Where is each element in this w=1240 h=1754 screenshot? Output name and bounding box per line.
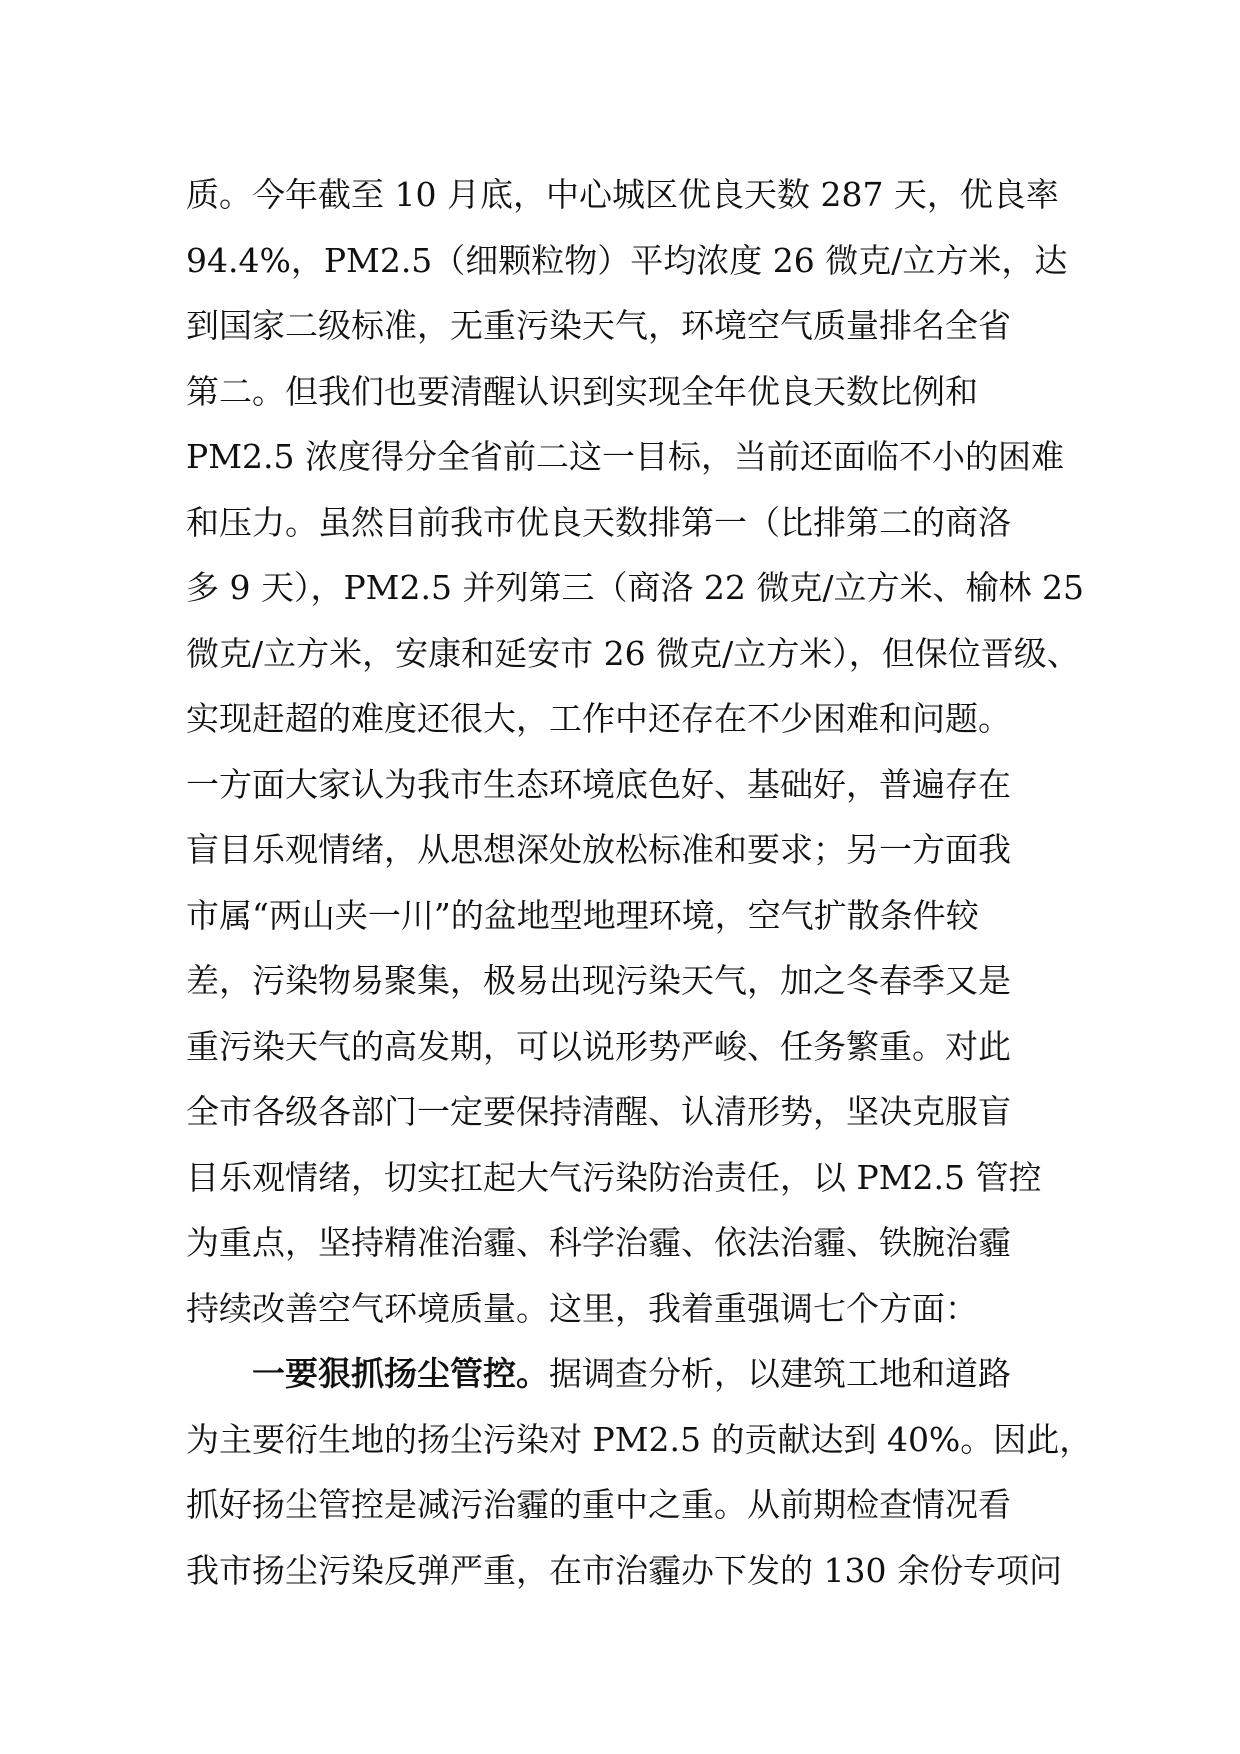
text-line: 和压力。虽然目前我市优良天数排第一（比排第二的商洛 — [186, 502, 1011, 542]
text-line: 到国家二级标准，无重污染天气，环境空气质量排名全省 — [186, 306, 1011, 345]
section-heading: 一要狠抓扬尘管控。 — [252, 1354, 549, 1393]
text-line: PM2.5 浓度得分全省前二这一目标，当前还面临不小的困难 — [186, 437, 1064, 476]
text-line: 市属“两山夹一川”的盆地型地理环境，空气扩散条件较 — [186, 895, 979, 935]
text-line: 微克/立方米，安康和延安市 26 微克/立方米），但保位晋级、 — [186, 633, 1080, 673]
text-line: 为重点，坚持精准治霾、科学治霾、依法治霾、铁腕治霾 — [186, 1223, 1011, 1262]
text-line: 目乐观情绪，切实扛起大气污染防治责任，以 PM2.5 管控 — [186, 1157, 1042, 1197]
document-body — [186, 162, 1093, 1603]
section-first-line — [186, 1341, 1086, 1407]
text-line: 实现赶超的难度还很大，工作中还存在不少困难和问题。 — [186, 699, 1011, 738]
text-line: 多 9 天），PM2.5 并列第三（商洛 22 微克/立方米、榆林 25 — [186, 568, 1085, 607]
text-line: 一方面大家认为我市生态环境底色好、基础好，普遍存在 — [186, 764, 1011, 804]
text-line: 重污染天气的高发期，可以说形势严峻、任务繁重。对此 — [186, 1026, 1011, 1066]
text-line: 为主要衍生地的扬尘污染对 PM2.5 的贡献达到 40%。因此， — [186, 1419, 1093, 1459]
section-first-line-text: 据调查分析，以建筑工地和道路 — [549, 1354, 1011, 1393]
text-line: 第二。但我们也要清醒认识到实现全年优良天数比例和 — [186, 371, 978, 411]
text-line: 94.4%，PM2.5（细颗粒物）平均浓度 26 微克/立方米，达 — [186, 240, 1068, 280]
text-line: 我市扬尘污染反弹严重，在市治霾办下发的 130 余份专项问 — [186, 1550, 1062, 1590]
text-line: 抓好扬尘管控是减污治霾的重中之重。从前期检查情况看 — [186, 1485, 1011, 1524]
text-line: 持续改善空气环境质量。这里，我着重强调七个方面： — [186, 1288, 978, 1328]
text-line: 差，污染物易聚集，极易出现污染天气，加之冬春季又是 — [186, 961, 1011, 1000]
text-line: 全市各级各部门一定要保持清醒、认清形势，坚决克服盲 — [186, 1092, 1011, 1131]
text-line: 质。今年截至 10 月底，中心城区优良天数 287 天，优良率 — [186, 175, 1059, 214]
text-line: 盲目乐观情绪，从思想深处放松标准和要求；另一方面我 — [186, 830, 1011, 869]
